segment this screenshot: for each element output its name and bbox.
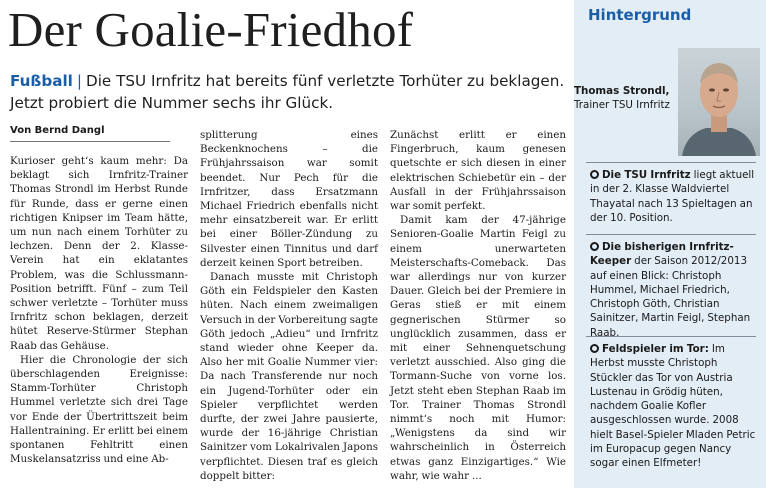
lead-paragraph — [10, 70, 565, 114]
article-column-1 — [10, 154, 188, 466]
fact-item — [590, 342, 756, 471]
bullet-icon — [590, 344, 599, 353]
coach-role: Trainer TSU Irnfritz — [574, 99, 670, 111]
divider — [586, 162, 756, 163]
portrait-illustration — [678, 48, 760, 156]
lead-text: Die TSU Irnfritz hat bereits fünf verletzte Torhüter zu beklagen. Jetzt probiert die Nummer sechs ihr Glück. — [10, 72, 565, 112]
kicker: Fußball — [10, 72, 73, 90]
headline: Der Goalie-Friedhof — [8, 2, 414, 57]
paragraph: Hier die Chronologie der sich überschlagenden Ereignisse: Stamm-Torhüter Christoph Hummel verletzte sich drei Tage vor Ende der Übertrittszeit beim Hallentraining. Er erlitt bei einem spontanen Fehltritt einen Muskelansatzriss und eine Ab- — [10, 353, 188, 466]
fact-text: Im Herbst musste Christoph Stückler das Tor von Austria Lustenau in Grödig hüten, nachdem Goalie Kofler ausgeschlossen wurde. 2008 hielt Basel-Spieler Mladen Petric im Europacup gegen Nancy sogar einen Elfmeter! — [590, 343, 756, 470]
fact-item — [590, 168, 756, 225]
sidebar-title: Hintergrund — [588, 6, 692, 24]
paragraph: Kurioser geht‘s kaum mehr: Da beklagt sich Irnfritz-Trainer Thomas Strondl im Herbst Runde für Runde, dass er gerne einen richtigen Knipser im Team hätte, um nun nach einem Torhüter zu lechzen. Denn der 2. Klasse-Verein hat ein eklatantes Problem, was die Schlussmann-Position betrifft. Fünf – zum Teil schwer verletzte – Torhüter muss Irnfritz schon beklagen, derzeit hütet Reserve-Stürmer Stephan Raab das Gehäuse. — [10, 155, 188, 352]
divider — [586, 234, 756, 235]
fact-lead: Die bisherigen Irnfritz-Keeper — [590, 241, 734, 268]
paragraph: Zunächst erlitt er einen Fingerbruch, kaum genesen quetschte er sich diesen in einer elektrischen Schiebetür ein – der Ausfall in der Frühjahrssaison war somit perfekt. — [390, 129, 566, 213]
bullet-icon — [590, 170, 599, 179]
kicker-separator: | — [76, 72, 83, 90]
article-column-3 — [390, 128, 566, 483]
fact-text: liegt aktuell in der 2. Klasse Waldviertel Thayatal nach 13 Spieltagen an der 10. Position. — [590, 169, 755, 224]
coach-caption — [574, 84, 678, 112]
divider — [586, 336, 756, 337]
coach-portrait — [678, 48, 760, 156]
paragraph: splitterung eines Beckenknochens – die Frühjahrssaison war somit beendet. Nur Pech für die Irnfritzer, dass Ersatzmann Michael Friedrich ebenfalls nicht mehr einsatzbereit war. Er erlitt bei einer Böller-Zündung zu Silvester einen Tinnitus und darf derzeit keinen Sport betreiben. — [200, 129, 378, 269]
coach-name: Thomas Strondl, — [574, 85, 670, 97]
paragraph: Damit kam der 47-jährige Senioren-Goalie Martin Feigl zu einem unerwarteten Meisterschafts-Comeback. Das war allerdings nur von kurzer Dauer. Gleich bei der Premiere in Geras stieß er mit einem gegnerischen Stürmer so unglücklich zusammen, dass er mit einer Sehnenquetschung verletzt ausschied. Also ging die Tormann-Suche von vorne los. Jetzt steht eben Stephan Raab im Tor. Trainer Thomas Strondl nimmt‘s noch mit Humor: „Wenigstens da sind wir wahrscheinlich in Österreich etwas ganz Einzigartiges.“ Wie wahr, wie wahr ... — [390, 214, 566, 482]
fact-text: der Saison 2012/2013 auf einen Blick: Christoph Hummel, Michael Friedrich, Christoph Göth, Christian Sainitzer, Martin Feigl, Stephan Raab. — [590, 255, 751, 339]
byline: Von Bernd Dangl — [10, 124, 170, 142]
paragraph: Danach musste mit Christoph Göth ein Feldspieler den Kasten hüten. Nach einem zweimaligen Versuch in der Vorbereitung sagte Göth jedoch „Adieu“ und Irnfritz stand wieder ohne Keeper da. Also her mit Goalie Nummer vier: Da nach Transferende nur noch ein Jugend-Torhüter oder ein Spieler verpflichtet werden durfte, der zwei Jahre pausierte, wurde der 16-jährige Christian Sainitzer vom Lokalrivalen Japons verpflichtet. Diesen traf es gleich doppelt bitter: — [200, 271, 378, 482]
fact-lead: Die TSU Irnfritz — [602, 169, 691, 181]
bullet-icon — [590, 242, 599, 251]
fact-item — [590, 240, 756, 340]
fact-lead: Feldspieler im Tor: — [602, 343, 709, 355]
article-column-2 — [200, 128, 378, 483]
